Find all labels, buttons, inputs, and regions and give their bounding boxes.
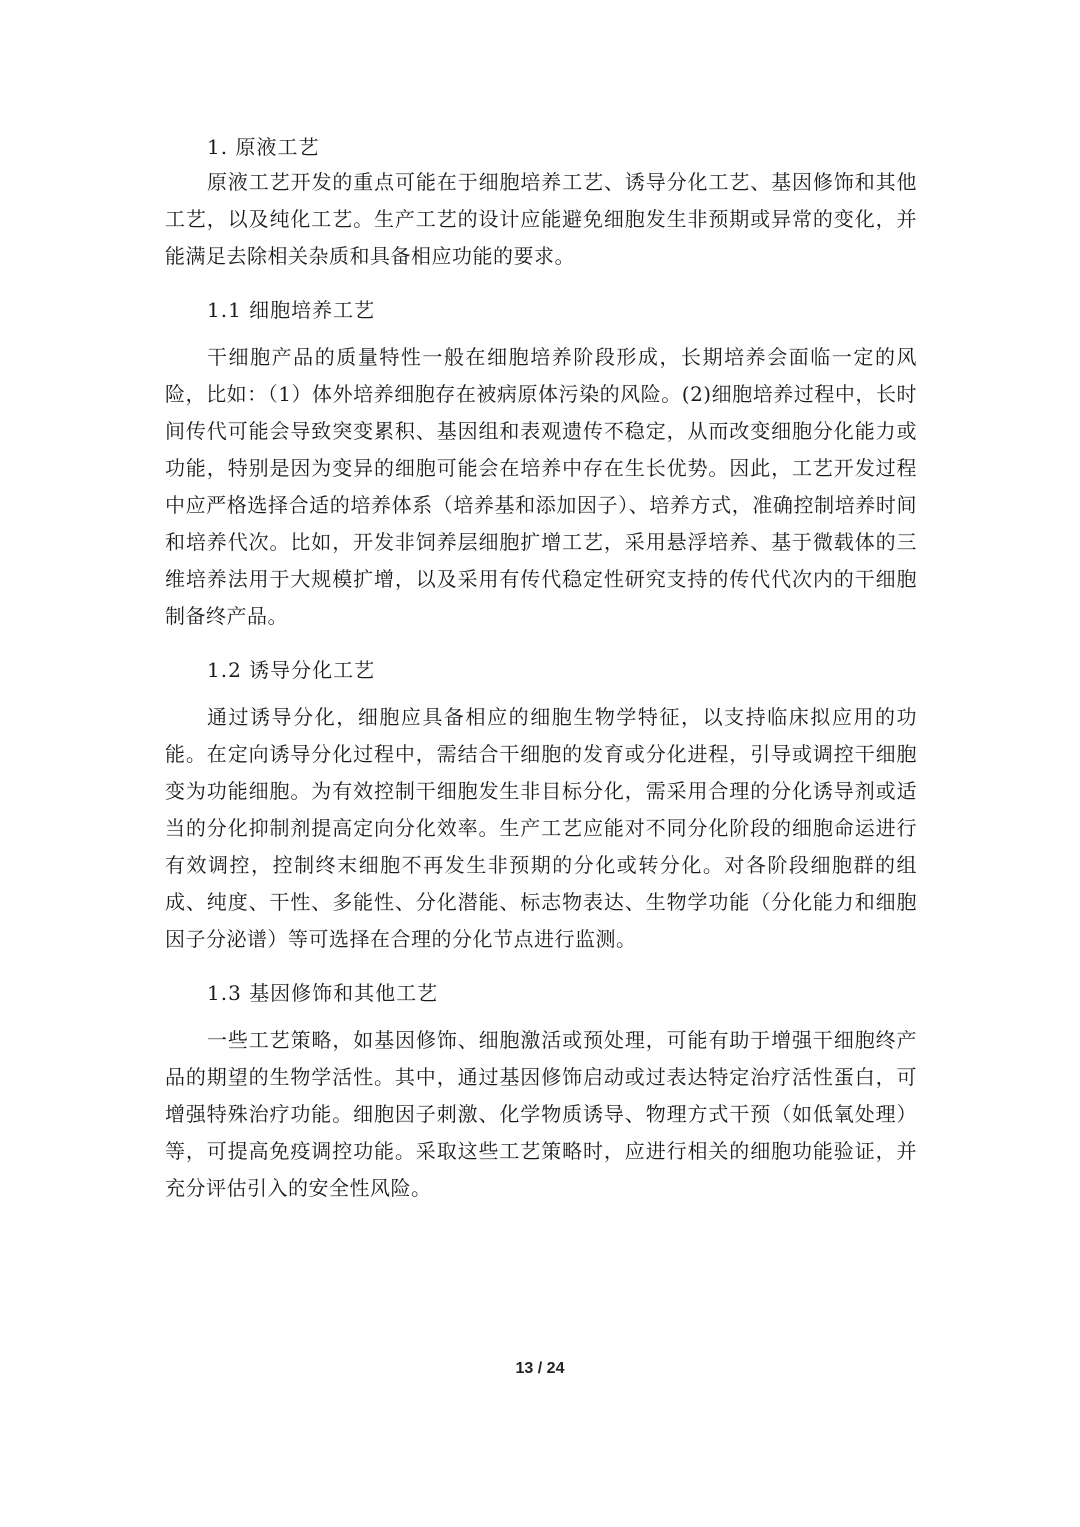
page-number: 13 / 24 <box>515 1360 565 1377</box>
section-heading-1-2: 1.2 诱导分化工艺 <box>207 658 376 682</box>
section-paragraph-1: 原液工艺开发的重点可能在于细胞培养工艺、诱导分化工艺、基因修饰和其他工艺，以及纯化工艺。生产工艺的设计应能避免细胞发生非预期或异常的变化，并能满足去除相关杂质和具备相应功能的要求。 <box>165 170 917 268</box>
section-paragraph-1-2: 通过诱导分化，细胞应具备相应的细胞生物学特征，以支持临床拟应用的功能。在定向诱导分化过程中，需结合干细胞的发育或分化进程，引导或调控干细胞变为功能细胞。为有效控制干细胞发生非目标分化，需采用合理的分化诱导剂或适当的分化抑制剂提高定向分化效率。生产工艺应能对不同分化阶段的细胞命运进行有效调控，控制终末细胞不再发生非预期的分化或转分化。对各阶段细胞群的组成、纯度、干性、多能性、分化潜能、标志物表达、生物学功能（分化能力和细胞因子分泌谱）等可选择在合理的分化节点进行监测。 <box>165 705 917 951</box>
section-paragraph-1-1: 干细胞产品的质量特性一般在细胞培养阶段形成，长期培养会面临一定的风险，比如：（1）体外培养细胞存在被病原体污染的风险。(2)细胞培养过程中，长时间传代可能会导致突变累积、基因组和表观遗传不稳定，从而改变细胞分化能力或功能，特别是因为变异的细胞可能会在培养中存在生长优势。因此，工艺开发过程中应严格选择合适的培养体系（培养基和添加因子）、培养方式，准确控制培养时间和培养代次。比如，开发非饲养层细胞扩增工艺，采用悬浮培养、基于微载体的三维培养法用于大规模扩增，以及采用有传代稳定性研究支持的传代代次内的干细胞制备终产品。 <box>165 345 917 628</box>
document-body <box>165 130 917 1207</box>
section-heading-1-3: 1.3 基因修饰和其他工艺 <box>207 981 439 1005</box>
section-heading-1: 1. 原液工艺 <box>207 135 320 159</box>
section-paragraph-1-3: 一些工艺策略，如基因修饰、细胞激活或预处理，可能有助于增强干细胞终产品的期望的生物学活性。其中，通过基因修饰启动或过表达特定治疗活性蛋白，可增强特殊治疗功能。细胞因子刺激、化学物质诱导、物理方式干预（如低氧处理）等，可提高免疫调控功能。采取这些工艺策略时，应进行相关的细胞功能验证，并充分评估引入的安全性风险。 <box>165 1028 917 1200</box>
section-heading-1-1: 1.1 细胞培养工艺 <box>207 298 376 322</box>
